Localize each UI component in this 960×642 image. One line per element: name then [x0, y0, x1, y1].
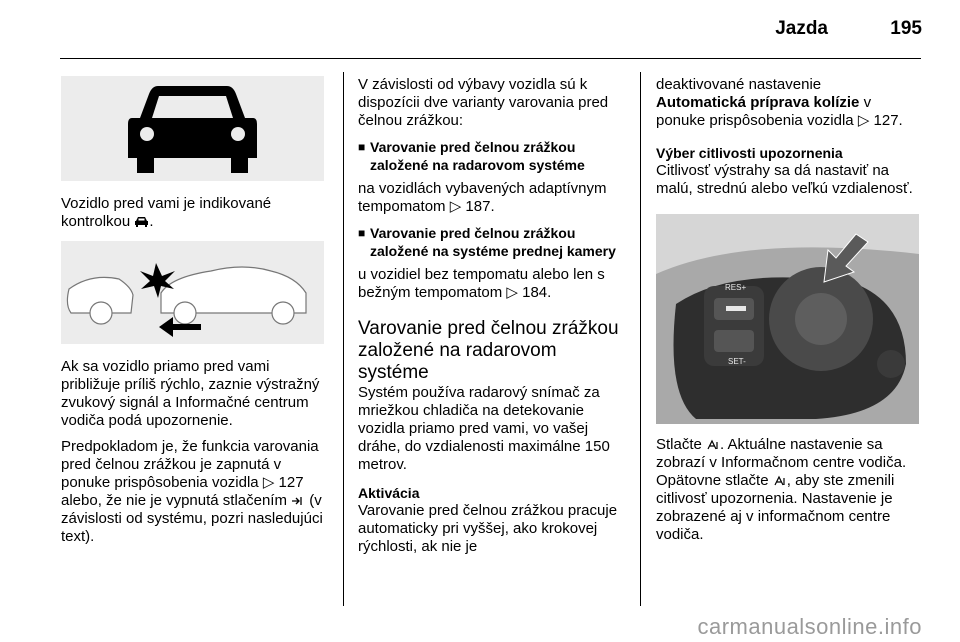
prerequisite-text: Predpokladom je, že funkcia varovania pred čelnou zrážkou je zapnutá v ponuke prispôsobenia vozidla ▷ 127 alebo, že nie je vypnutá stlačením (v závislosti od systému, pozri nasledujúci text). — [61, 438, 323, 545]
list-item-text: na vozidlách vybavených adaptívnym tempomatom ▷ 187. — [358, 180, 607, 215]
collision-alert-icon — [291, 495, 305, 507]
middle-column — [358, 76, 626, 564]
bullet-icon: ■ — [358, 226, 366, 240]
set-label: SET- — [728, 357, 746, 366]
sensitivity-instructions: Stlačte . Aktuálne nastavenie sa zobrazí v Informačnom centre vodiča. Opätovne stlačte , aby ste zmenili citlivosť upozornenia. Nastavenie je zobrazené aj v informačnom centre vodiča. — [656, 436, 907, 543]
warning-lamp-figure — [61, 76, 324, 181]
radar-description: Systém používa radarový snímač za mriežkou chladiča na detekovanie vozidla priamo pred vami, vo vašej dráhe, do vzdialenosti maximálne 150 metrov. — [358, 384, 610, 473]
res-label: RES+ — [725, 283, 747, 292]
bullet-icon: ■ — [358, 140, 366, 154]
arrow-ref-icon: ▷ — [506, 284, 518, 301]
variants-intro: V závislosti od výbavy vozidla sú k dispozícii dve varianty varovania pred čelnou zrážkou: — [358, 76, 609, 129]
arrow-ref-icon: ▷ — [449, 198, 462, 215]
watermark: carmanualsonline.info — [697, 614, 922, 639]
warning-text: Ak sa vozidlo priamo pred vami približuje príliš rýchlo, zaznie výstražný zvukový signál a Informačné centrum vodiča podá upozornenie. — [61, 358, 320, 429]
arrow-ref-icon: ▷ — [262, 474, 275, 491]
list-item: ■ Varovanie pred čelnou zrážkou založené na radarovom systéme — [358, 139, 585, 173]
list-item: ■ Varovanie pred čelnou zrážkou založené na systéme prednej kamery — [358, 225, 616, 259]
activation-text: Varovanie pred čelnou zrážkou pracuje automaticky pri vyššej, ako krokovej rýchlosti, ak nie je — [358, 502, 618, 555]
header-rule — [60, 58, 921, 59]
car-front-icon — [134, 216, 149, 228]
arrow-ref-icon: ▷ — [857, 112, 870, 129]
page-number: 195 — [890, 18, 922, 39]
collision-illustration — [61, 241, 324, 344]
list-item-text: u vozidiel bez tempomatu alebo len s bežným tempomatom ▷ 184. — [358, 266, 605, 301]
sensitivity-heading: Výber citlivosti upozornenia — [656, 145, 843, 161]
deactivation-text: deaktivované nastavenie Automatická príprava kolízie v ponuke prispôsobenia vozidla ▷ 127. — [656, 76, 903, 129]
right-column — [656, 76, 924, 552]
lamp-description: Vozidlo pred vami je indikované kontrolkou . — [61, 195, 272, 230]
activation-heading: Aktivácia — [358, 485, 420, 501]
column-divider-1 — [343, 72, 344, 606]
column-divider-2 — [640, 72, 641, 606]
steering-wheel-figure — [656, 214, 919, 424]
sensitivity-text: Citlivosť výstrahy sa dá nastaviť na malú, strednú alebo veľkú vzdialenosť. — [656, 162, 913, 197]
chapter-title: Jazda — [775, 18, 828, 39]
sensitivity-icon — [706, 439, 720, 451]
left-column — [61, 76, 325, 554]
section-heading: Varovanie pred čelnou zrážkou založené na radarovom systéme — [358, 318, 619, 383]
sensitivity-icon — [773, 475, 787, 487]
car-front-icon — [61, 76, 324, 181]
